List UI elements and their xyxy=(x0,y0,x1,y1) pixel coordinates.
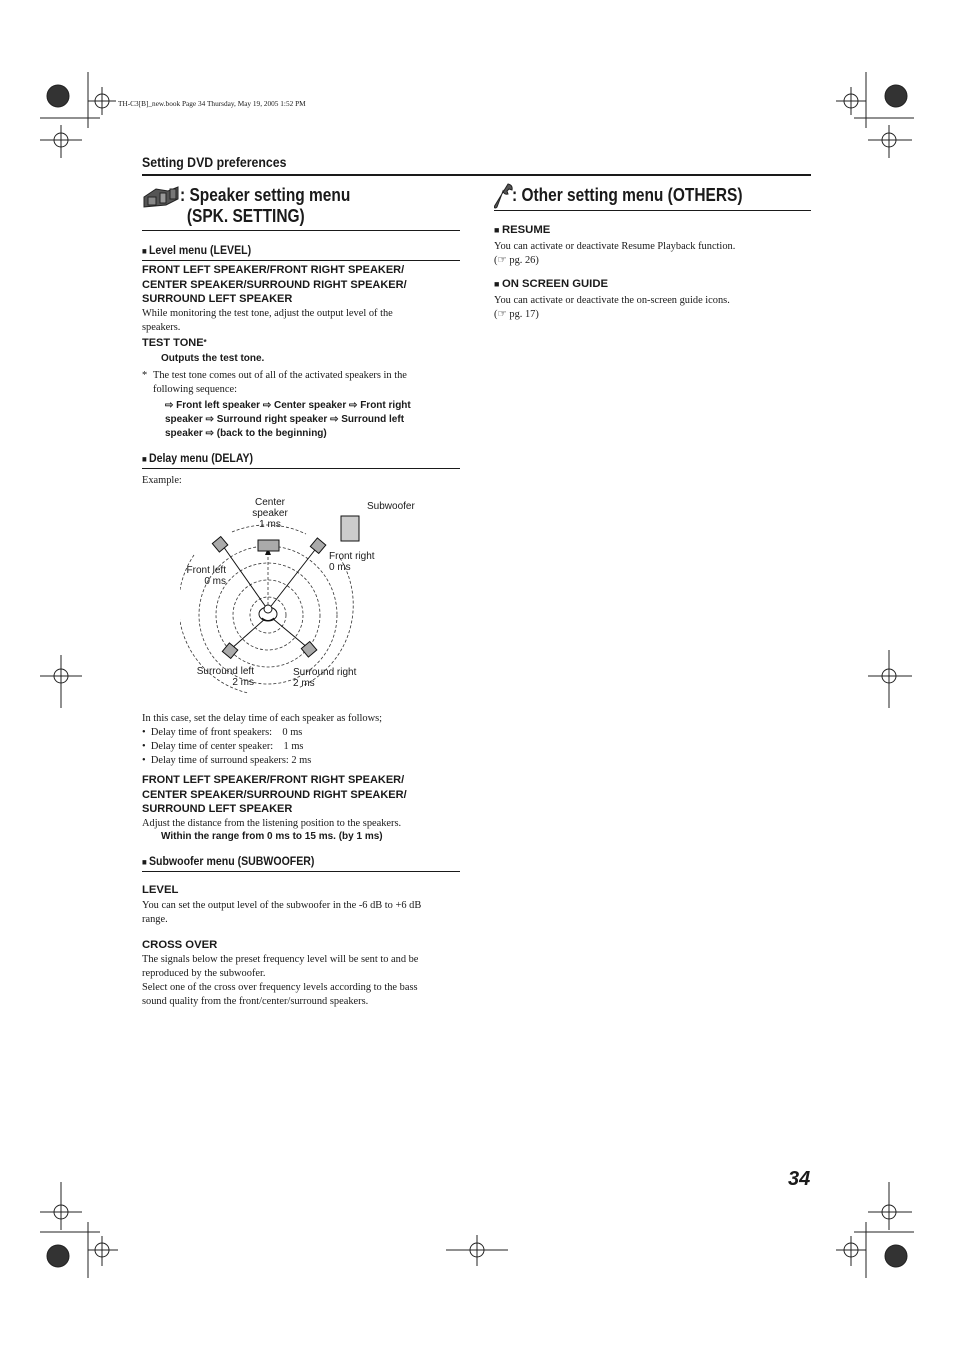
center-label-line1: Center xyxy=(254,497,285,508)
square-bullet-icon: ■ xyxy=(142,246,149,256)
test-tone-description: Outputs the test tone. xyxy=(161,353,265,364)
subwoofer xyxy=(341,516,359,541)
level-desc-line1: While monitoring the test tone, adjust the output level of the xyxy=(142,308,393,319)
surround-left-line1: Surround left xyxy=(196,666,254,677)
level-speakers-line3: SURROUND LEFT SPEAKER xyxy=(142,293,293,305)
front-left-line1: Front left xyxy=(186,565,226,576)
center-label-line3: 1 ms xyxy=(259,519,281,530)
bullet-front: Delay time of front speakers: 0 ms xyxy=(150,727,303,738)
resume-text xyxy=(494,240,735,268)
delay-speakers-list xyxy=(142,773,407,817)
cross-text-line4: sound quality from the front/center/surround speakers. xyxy=(142,996,369,1007)
surround-right-line1: Surround right xyxy=(293,667,357,678)
delay-speakers-line3: SURROUND LEFT SPEAKER xyxy=(142,803,293,815)
delay-menu-heading xyxy=(142,451,253,465)
surround-right-label xyxy=(293,667,356,689)
delay-bullet-list xyxy=(142,726,311,768)
cross-text-line2: reproduced by the subwoofer. xyxy=(142,968,266,979)
osg-page-ref: (☞ pg. 17) xyxy=(494,309,539,320)
subwoofer-label: Subwoofer xyxy=(367,501,415,512)
speaker-menu-title-line2: (SPK. SETTING) xyxy=(186,206,305,226)
front-right-speaker xyxy=(310,538,325,553)
front-right-line2: 0 ms xyxy=(329,562,351,573)
surround-left-label xyxy=(188,666,254,688)
wrench-icon xyxy=(494,182,514,210)
level-menu-heading-text: Level menu (LEVEL) xyxy=(148,243,252,257)
square-bullet-icon: ■ xyxy=(494,279,502,289)
level-speakers-line1: FRONT LEFT SPEAKER/FRONT RIGHT SPEAKER/ xyxy=(142,264,405,276)
test-tone-note-mark: * xyxy=(142,370,148,381)
other-menu-title: : Other setting menu (OTHERS) xyxy=(512,185,743,205)
test-tone-text: TEST TONE xyxy=(142,337,204,349)
bullet-center: Delay time of center speaker: 1 ms xyxy=(150,741,304,752)
delay-bullet: • Delay time of front speakers: 0 ms xyxy=(142,727,303,738)
subwoofer-menu-heading-text: Subwoofer menu (SUBWOOFER) xyxy=(148,854,315,868)
level-speakers-line2: CENTER SPEAKER/SURROUND RIGHT SPEAKER/ xyxy=(142,278,407,291)
speaker-sequence xyxy=(165,399,411,441)
on-screen-guide-heading-text: ON SCREEN GUIDE xyxy=(501,278,609,290)
cross-text-line3: Select one of the cross over frequency levels according to the bass xyxy=(142,982,418,993)
bullet-surround: Delay time of surround speakers: 2 ms xyxy=(150,755,312,766)
front-right-label xyxy=(329,551,375,573)
cross-text-line1: The signals below the preset frequency level will be sent to and be xyxy=(142,954,419,965)
on-screen-guide-heading xyxy=(494,278,608,290)
level-speakers-list xyxy=(142,263,407,307)
cross-over-text xyxy=(142,953,418,1009)
subwoofer-level-text xyxy=(142,899,421,927)
sequence-line1: ⇨ Front left speaker ⇨ Center speaker ⇨ Front right xyxy=(165,400,411,411)
front-left-line xyxy=(223,546,268,610)
on-screen-guide-text xyxy=(494,294,730,322)
front-left-line2: 0 ms xyxy=(204,576,226,587)
example-label: Example: xyxy=(142,475,182,486)
resume-heading xyxy=(494,224,550,236)
test-tone-label xyxy=(142,336,207,351)
delay-bullet: • Delay time of center speaker: 1 ms xyxy=(142,741,304,752)
page-number: 34 xyxy=(788,1168,811,1190)
cross-over-heading: CROSS OVER xyxy=(142,939,218,951)
level-description xyxy=(142,307,393,335)
front-left-label xyxy=(180,565,226,587)
sequence-line2: speaker ⇨ Surround right speaker ⇨ Surround left xyxy=(165,414,405,425)
level-desc-line2: speakers. xyxy=(142,322,181,333)
osg-line1: You can activate or deactivate the on-screen guide icons. xyxy=(494,295,730,306)
resume-page-ref: (☞ pg. 26) xyxy=(494,255,539,266)
resume-heading-text: RESUME xyxy=(501,224,551,236)
subwoofer-menu-rule xyxy=(142,871,460,872)
delay-menu-rule xyxy=(142,468,460,469)
speaker-title-rule xyxy=(142,230,460,231)
print-header: TH-C3[B]_new.book Page 34 Thursday, May 19, 2005 1:52 PM xyxy=(118,99,306,108)
surround-right-line2: 2 ms xyxy=(293,678,315,689)
center-speaker xyxy=(258,540,279,551)
section-rule xyxy=(142,174,811,176)
other-title-rule xyxy=(494,210,811,211)
square-bullet-icon: ■ xyxy=(494,225,502,235)
listener-icon xyxy=(259,605,277,621)
test-tone-note xyxy=(153,369,407,397)
level-menu-rule xyxy=(142,260,460,261)
resume-line1: You can activate or deactivate Resume Playback function. xyxy=(494,241,736,252)
delay-case-text: In this case, set the delay time of each speaker as follows; xyxy=(142,713,383,724)
speaker-menu-title-line1: : Speaker setting menu xyxy=(180,185,351,205)
note-line1: The test tone comes out of all of the activated speakers in the xyxy=(153,370,407,381)
speaker-menu-icon xyxy=(142,183,180,209)
front-right-line xyxy=(268,546,318,610)
speaker-menu-title xyxy=(180,185,350,227)
note-line2: following sequence: xyxy=(153,384,237,395)
delay-bullet: • Delay time of surround speakers: 2 ms xyxy=(142,755,312,766)
front-right-line1: Front right xyxy=(329,551,375,562)
test-tone-asterisk: * xyxy=(203,338,207,347)
level-text-line2: range. xyxy=(142,914,168,925)
square-bullet-icon: ■ xyxy=(142,857,149,867)
square-bullet-icon: ■ xyxy=(142,454,149,464)
delay-menu-heading-text: Delay menu (DELAY) xyxy=(148,451,254,465)
delay-speakers-line2: CENTER SPEAKER/SURROUND RIGHT SPEAKER/ xyxy=(142,788,407,801)
subwoofer-menu-heading xyxy=(142,854,314,868)
center-speaker-label xyxy=(248,497,292,530)
surround-left-line2: 2 ms xyxy=(232,677,254,688)
center-label-line2: speaker xyxy=(252,508,288,519)
level-menu-heading xyxy=(142,243,251,257)
subwoofer-level-heading: LEVEL xyxy=(142,884,179,896)
delay-speakers-line1: FRONT LEFT SPEAKER/FRONT RIGHT SPEAKER/ xyxy=(142,774,405,786)
delay-range-text: Within the range from 0 ms to 15 ms. (by 1 ms) xyxy=(161,831,383,842)
level-text-line1: You can set the output level of the subwoofer in the -6 dB to +6 dB xyxy=(142,900,422,911)
sequence-line3: speaker ⇨ (back to the beginning) xyxy=(165,428,327,439)
surround-right-line xyxy=(272,618,308,648)
section-title: Setting DVD preferences xyxy=(142,154,287,170)
delay-adjust-text: Adjust the distance from the listening position to the speakers. xyxy=(142,818,402,829)
